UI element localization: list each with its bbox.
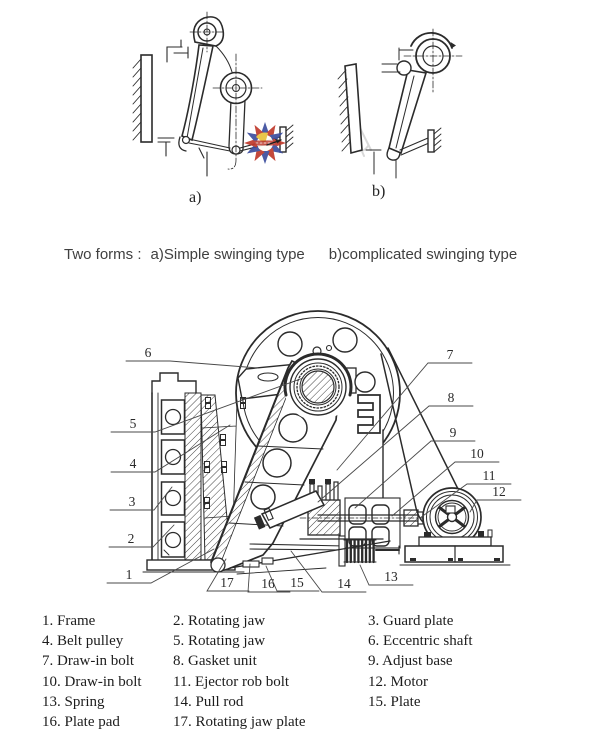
parts-list-item: 9. Adjust base xyxy=(368,653,453,670)
callout-13 xyxy=(360,565,413,585)
upper-pivot xyxy=(382,48,413,75)
e-bracket xyxy=(358,395,380,433)
parts-list-item: 1. Frame xyxy=(42,613,96,629)
parts-list-item: 15. Plate xyxy=(368,693,421,710)
jaw-crusher-diagram xyxy=(0,278,601,610)
parts-list-item: 11. Ejector rob bolt xyxy=(173,673,290,690)
anchor-hatch-icon xyxy=(428,128,441,152)
jaw-arm xyxy=(389,70,426,153)
eccentric-shaft-bearing xyxy=(284,353,352,421)
svg-text:9: 9 xyxy=(449,425,457,440)
figure-a-simple-swinging-diagram xyxy=(133,12,293,206)
parts-list-item: 13. Spring xyxy=(42,693,105,710)
anchor-hatch-icon xyxy=(280,125,293,152)
parts-list-item: 10. Draw-in bolt xyxy=(42,673,142,690)
svg-text:16: 16 xyxy=(261,576,275,591)
svg-text:17: 17 xyxy=(220,575,234,590)
svg-text:1: 1 xyxy=(125,567,133,582)
caption-item-a: a)Simple swinging type xyxy=(150,246,305,263)
svg-text:10: 10 xyxy=(470,446,484,461)
svg-text:5: 5 xyxy=(129,416,137,431)
callout-6 xyxy=(126,345,258,368)
parts-list-item: 14. Pull rod xyxy=(173,693,244,710)
svg-text:11: 11 xyxy=(482,468,496,483)
figure-caption xyxy=(64,246,517,263)
callout-16 xyxy=(248,564,290,592)
parts-list-item: 6. Eccentric shaft xyxy=(368,633,473,650)
parts-list-empty-cell xyxy=(368,712,587,732)
wall-hatch-icon xyxy=(338,64,362,153)
svg-text:13: 13 xyxy=(384,569,398,584)
caption-item-b: b)complicated swinging type xyxy=(328,246,518,263)
figure-b-complicated-swinging-diagram xyxy=(338,29,462,200)
svg-text:15: 15 xyxy=(290,575,304,590)
jaw-arm xyxy=(182,45,213,140)
bottom-marks xyxy=(366,150,396,178)
caption-prefix: Two forms : xyxy=(64,246,142,263)
svg-text:7: 7 xyxy=(446,347,454,362)
parts-list-item: 5. Rotating jaw xyxy=(173,633,266,650)
svg-text:14: 14 xyxy=(337,576,351,591)
figure-b-label: b) xyxy=(372,183,386,200)
svg-text:8: 8 xyxy=(447,390,455,405)
svg-text:12: 12 xyxy=(492,484,506,499)
svg-text:4: 4 xyxy=(129,456,137,471)
wall-hatch-icon xyxy=(133,55,152,142)
parts-list-item: 16. Plate pad xyxy=(42,714,120,731)
parts-list-item: 17. Rotating jaw plate xyxy=(173,714,306,731)
jaw-plate-blocks xyxy=(162,400,185,557)
parts-list-item: 3. Guard plate xyxy=(368,613,454,629)
parts-list-item: 2. Rotating jaw xyxy=(173,613,266,629)
parts-list-item: 8. Gasket unit xyxy=(173,653,257,670)
svg-text:6: 6 xyxy=(144,345,152,360)
parts-list-item: 7. Draw-in bolt xyxy=(42,653,135,670)
figure-a-label: a) xyxy=(189,189,202,206)
mechanism-figures xyxy=(0,0,601,230)
parts-list-item: 12. Motor xyxy=(368,673,428,690)
svg-text:2: 2 xyxy=(127,531,135,546)
parts-list-item: 4. Belt pulley xyxy=(42,633,124,650)
svg-text:3: 3 xyxy=(128,494,136,509)
parts-list xyxy=(42,611,587,732)
